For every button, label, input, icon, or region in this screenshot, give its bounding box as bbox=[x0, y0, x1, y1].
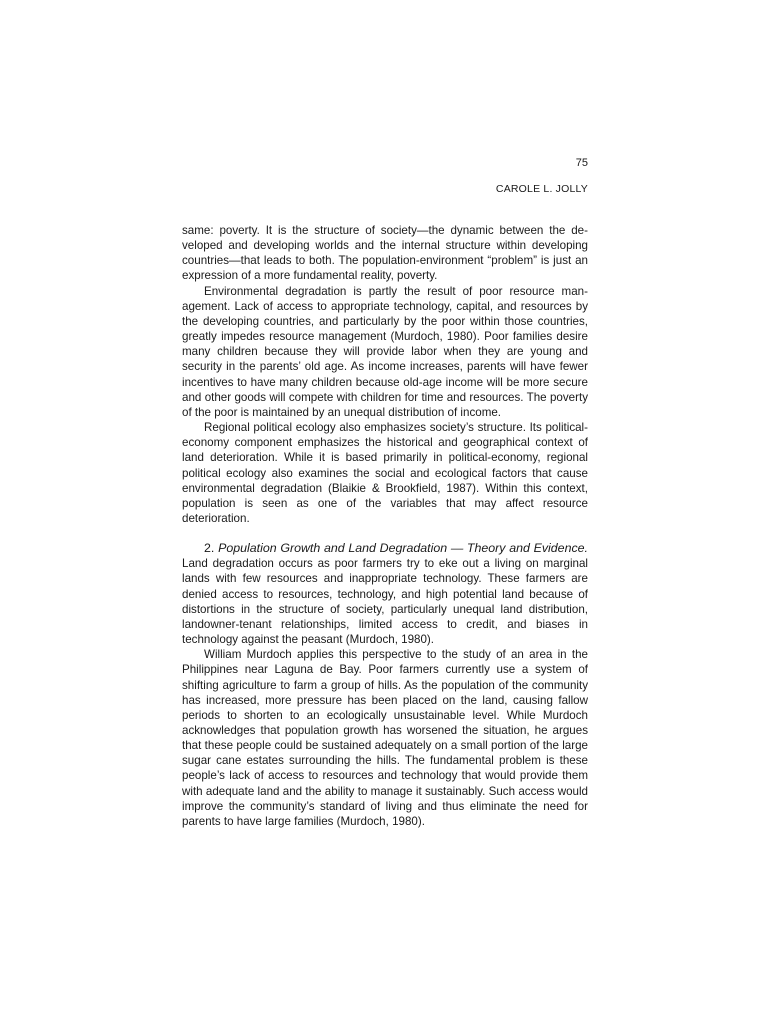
section-lead-text: Land degradation occurs as poor farmers try to eke out a living on marginal lands with few resources and inappropriate technology. These farmers are denied access to resources, technology, and high potential land because of distortions in the structure of society, particularly unequal land distribution, landowner-tenant relationships, limited access to credit, and biases in technology against the peasant (Murdoch, 1980). bbox=[182, 557, 588, 647]
running-head-author: CAROLE L. JOLLY bbox=[495, 183, 588, 195]
paragraph-regional-political-ecology: Regional political ecology also emphasizes society’s structure. Its political-economy component emphasizes the historical and geographical context of land deterioration. While it is based primarily in political-economy, regional political ecology also examines the social and ecological factors that cause environmental degradation (Blaikie & Brookfield, 1987). Within this context, population is seen as one of the variables that may affect resource deterioration. bbox=[182, 421, 588, 525]
section-title: Population Growth and Land Degradation — Theory and Evidence. bbox=[218, 541, 588, 556]
section-heading bbox=[204, 541, 588, 555]
page-number: 75 bbox=[575, 157, 588, 169]
section-2-paragraph bbox=[182, 541, 588, 647]
paragraph-environmental-degradation: Environmental degradation is partly the result of poor resource management. Lack of access to appropriate technology, capital, and resources by the developing countries, and particularly by the poor within those countries, greatly impedes resource management (Murdoch, 1980). Poor families desire many children because they will provide labor when they are young and security in the parents’ old age. As income increases, parents will have fewer incentives to have many children because old-age income will be more secure and other goods will compete with children for time and resources. The poverty of the poor is maintained by an unequal distribution of income. bbox=[182, 284, 588, 419]
article-body bbox=[182, 223, 588, 829]
paragraph-murdoch-philippines: William Murdoch applies this perspective to the study of an area in the Philippines near Laguna de Bay. Poor farmers currently use a system of shifting agriculture to farm a group of hills. As the population of the community has increased, more pressure has been placed on the land, causing fallow periods to shorten to an ecologically unsustainable level. While Murdoch acknowledges that population growth has worsened the situation, he argues that these people could be sustained adequately on a small portion of the large sugar cane estates surrounding the hills. The fundamental problem is these people’s lack of access to resources and technology that would provide them with adequate land and the ability to manage it sustainably. Such access would improve the community’s standard of living and thus eliminate the need for parents to have large families (Murdoch, 1980). bbox=[182, 648, 588, 828]
section-number: 2. bbox=[204, 541, 215, 556]
paragraph-continuation: same: poverty. It is the structure of society—the dynamic between the developed and developing worlds and the internal structure within developing countries—that leads to both. The population-environment “problem” is just an expression of a more fundamental reality, poverty. bbox=[182, 224, 588, 283]
